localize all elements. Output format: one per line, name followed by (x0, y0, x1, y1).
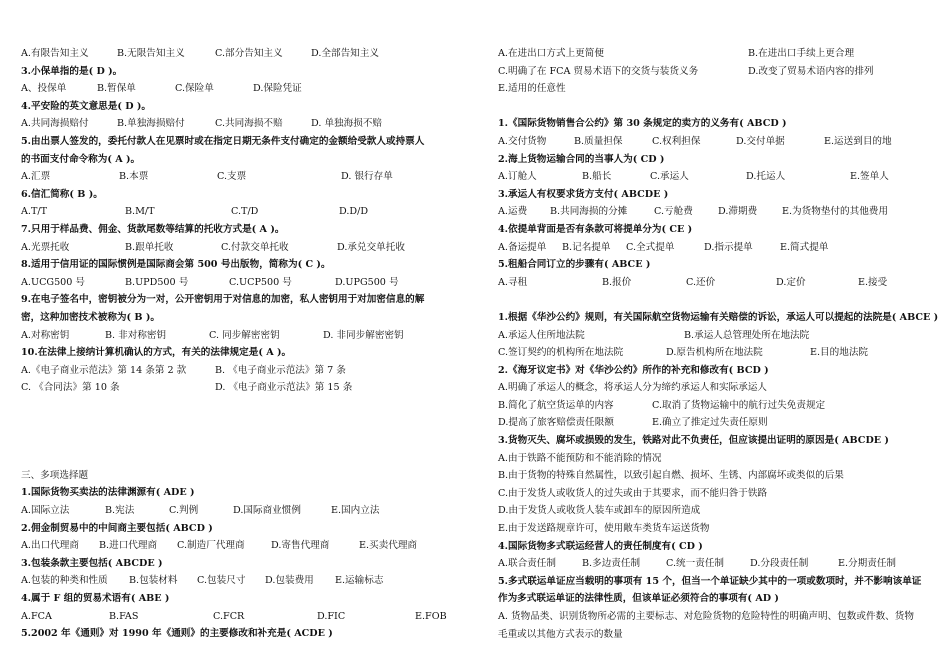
spacer (498, 291, 938, 309)
option-text: D.由于发货人或收货人装车或卸车的原因所造成 (498, 505, 701, 517)
option-text: B.质量担保 (574, 135, 623, 147)
option-text: A.订舱人 (498, 171, 537, 183)
option-text: C.判例 (169, 505, 199, 517)
option-text: D.分段责任制 (750, 558, 809, 570)
option-row (498, 327, 938, 345)
option-text: D.包装费用 (265, 575, 314, 587)
option-text: A.运费 (498, 206, 528, 218)
question-text: 2.《海牙议定书》对《华沙公约》所作的补充和修改有( BCD ) (498, 364, 769, 376)
option-text: E.为货物垫付的其他费用 (782, 206, 888, 218)
question-text: 的书面支付命令称为( A )。 (21, 153, 141, 165)
option-text: A.对称密钥 (21, 329, 70, 341)
option-row (498, 45, 938, 63)
option-row (21, 45, 461, 63)
option-text: D.改变了贸易术语内容的排列 (748, 65, 874, 77)
option-text: E.运送到目的地 (824, 135, 892, 147)
question-text: 6.信汇简称( B )。 (21, 188, 103, 200)
option-text: C.权利担保 (652, 135, 701, 147)
option-text: D. 非同步解密密钥 (323, 329, 404, 341)
option-text: A.共同海损赔付 (21, 118, 89, 130)
option-text: A.UCG500 号 (21, 276, 86, 288)
option-text: C.承运人 (650, 171, 689, 183)
question-text: 4.属于 F 组的贸易术语有( ABE ) (21, 593, 170, 605)
option-text: A.光票托收 (21, 241, 70, 253)
option-text: B.M/T (125, 206, 155, 218)
spacer (498, 98, 938, 116)
option-text: D.保险凭证 (253, 83, 302, 95)
option-row (498, 63, 938, 81)
question-text: 5.由出票人签发的，委托付款人在见票时或在指定日期无条件支付确定的金额给受款人或持票人 (21, 135, 425, 147)
question-text: 9.在电子签名中，密钥被分为一对，公开密钥用于对信息的加密，私人密钥用于对加密信息的解 (21, 294, 425, 306)
option-text: D.国际商业惯例 (233, 505, 301, 517)
option-text: A.寻租 (498, 276, 528, 288)
option-row (498, 555, 938, 573)
option-text: B.多边责任制 (582, 558, 641, 570)
question-text: 3.包装条款主要包括( ABCDE ) (21, 557, 163, 569)
option-row (498, 414, 938, 432)
option-text: B.在进出口手续上更合理 (748, 48, 855, 59)
option-text: D.原告机构所在地法院 (666, 347, 763, 359)
option-text: C.制造厂代理商 (177, 540, 245, 552)
option-text: B.由于货物的特殊自然属性，以致引起自燃、损坏、生锈、内部腐坏或类似的后果 (498, 470, 844, 482)
right-group-1-block (498, 115, 938, 291)
option-row (498, 168, 938, 186)
option-text: E.确立了推定过失责任原则 (652, 417, 768, 429)
option-row (21, 327, 461, 345)
option-row (21, 168, 461, 186)
option-text: D.FIC (317, 610, 346, 622)
option-text: A.备运提单 (498, 241, 547, 253)
question-text: 3.小保单指的是( D )。 (21, 65, 123, 77)
option-text: B.报价 (602, 276, 632, 288)
option-text: C.签订契约的机构所在地法院 (498, 347, 624, 359)
option-text: C.亏舱费 (654, 206, 693, 218)
option-text: 毛重或以其他方式表示的数量 (498, 628, 623, 640)
option-text: E.国内立法 (331, 505, 380, 517)
option-text: C.由于发货人或收货人的过失或由于其要求，而不能归咎于铁路 (498, 487, 768, 499)
option-text: B.宪法 (105, 505, 135, 517)
option-text: D.定价 (776, 276, 806, 288)
option-text: A.联合责任制 (498, 558, 556, 570)
question-text: 4.国际货物多式联运经营人的责任制度有( CD ) (498, 540, 703, 552)
option-text: E.简式提单 (780, 241, 829, 253)
option-row (498, 344, 938, 362)
option-text: D.托运人 (746, 171, 786, 183)
option-text: D.交付单据 (736, 135, 785, 147)
option-text: B.UPD500 号 (125, 276, 189, 288)
option-text: E.接受 (858, 276, 888, 288)
option-text: C. 同步解密密钥 (209, 329, 280, 341)
option-text: B.船长 (582, 171, 612, 183)
option-text: C.还价 (686, 276, 716, 288)
option-text: E.适用的任意性 (498, 83, 566, 95)
question-text: 4.依提单背面是否有条款可将提单分为( CE ) (498, 223, 693, 235)
question-text: 5.多式联运单证应当载明的事项有 15 个，但当一个单证缺少其中的一项或数项时，并不影响该单证 (498, 575, 922, 587)
question-text: 4.平安险的英文意思是( D )。 (21, 100, 152, 112)
question-text: 1.根据《华沙公约》规则，有关国际航空货物运输有关赔偿的诉讼，承运人可以提起的法院是( ABCE ) (498, 311, 939, 323)
option-row (21, 537, 461, 555)
option-text: C.全式提单 (626, 241, 675, 253)
option-row (498, 467, 938, 485)
option-text: C. 《合同法》第 10 条 (21, 382, 120, 394)
option-text: A.在进出口方式上更简便 (498, 48, 604, 59)
spacer (21, 397, 461, 467)
option-text: D.指示提单 (704, 241, 753, 253)
option-text: A.有限告知主义 (21, 48, 89, 59)
option-text: A.出口代理商 (21, 540, 79, 552)
option-text: D. 单独海损不赔 (311, 118, 383, 130)
option-text: A.T/T (21, 206, 48, 218)
question-text: 5.2002 年《通则》对 1990 年《通则》的主要修改和补充是( ACDE ) (21, 628, 333, 640)
option-text: C.保险单 (175, 83, 214, 95)
option-row (498, 133, 938, 151)
option-text: E.买卖代理商 (359, 540, 418, 552)
option-text: B.跟单托收 (125, 241, 174, 253)
option-text: A.交付货物 (498, 135, 547, 147)
left-column (21, 45, 461, 643)
option-text: D.UPG500 号 (335, 276, 399, 288)
option-text: E.运输标志 (335, 575, 384, 587)
question-text: 10.在法律上接纳计算机确认的方式，有关的法律规定是( A )。 (21, 347, 292, 359)
option-text: A.包装的种类和性质 (21, 575, 108, 587)
option-text: B. 非对称密钥 (105, 329, 167, 341)
option-row (498, 520, 938, 538)
option-text: D.滞期费 (718, 206, 758, 218)
option-text: B.无限告知主义 (117, 48, 185, 59)
option-text: C.取消了货物运输中的航行过失免责规定 (652, 399, 826, 411)
question-text: 作为多式联运单证的法律性质，但该单证必须符合的事项有( AD ) (498, 593, 779, 605)
option-text: B.暂保单 (97, 83, 136, 95)
option-row (21, 239, 461, 257)
question-text: 7.只用于样品费、佣金、货款尾数等结算的托收方式是( A )。 (21, 223, 285, 235)
option-text: A.汇票 (21, 171, 51, 183)
option-text: A.《电子商业示范法》第 14 条第 2 款 (21, 364, 187, 376)
option-text: E.FOB (415, 610, 447, 622)
question-text: 5.租船合同订立的步骤有( ABCE ) (498, 259, 651, 271)
option-row (498, 203, 938, 221)
option-text: A、投保单 (21, 83, 67, 95)
option-text: A. 货物品类、识别货物所必需的主要标志、对危险货物的危险特性的明确声明、包数或件数、货物 (498, 611, 914, 622)
option-text: D. 银行存单 (341, 171, 393, 183)
option-text: C.付款交单托收 (221, 241, 289, 253)
option-row (21, 115, 461, 133)
option-row (498, 274, 938, 292)
option-text: B.本票 (119, 171, 149, 183)
question-text: 3.货物灭失、腐坏或损毁的发生，铁路对此不负责任，但应该提出证明的原因是( ABCDE ) (498, 435, 889, 447)
question-text: 2.海上货物运输合同的当事人为( CD ) (498, 153, 665, 165)
option-text: C.统一责任制 (666, 558, 725, 570)
left-multi-choice-block (21, 484, 461, 642)
right-column (498, 45, 938, 643)
option-row (21, 203, 461, 221)
option-text: A.国际立法 (21, 505, 70, 517)
option-row (498, 485, 938, 503)
option-text: C.UCP500 号 (229, 276, 292, 288)
option-text: D.提高了旅客赔偿责任限额 (498, 417, 614, 429)
option-text: C.包装尺寸 (197, 575, 246, 587)
question-text: 1.国际货物买卖法的法律渊源有( ADE ) (21, 487, 195, 499)
option-text: D.全部告知主义 (311, 48, 379, 59)
question-text: 1.《国际货物销售合公约》第 30 条规定的卖方的义务有( ABCD ) (498, 118, 787, 130)
option-text: E.目的地法院 (810, 347, 869, 359)
option-row (498, 502, 938, 520)
option-row (21, 502, 461, 520)
option-text: B.FAS (109, 610, 139, 622)
option-text: B.承运人总管理处所在地法院 (684, 329, 810, 341)
option-text: B.单独海损赔付 (117, 118, 185, 130)
option-row (21, 274, 461, 292)
option-text: D. 《电子商业示范法》第 15 条 (215, 382, 353, 394)
right-continuation-block (498, 45, 938, 98)
option-row (21, 362, 461, 380)
section-title: 三、多项选择题 (21, 469, 89, 481)
option-row (21, 80, 461, 98)
option-text: A.由于铁路不能预防和不能消除的情况 (498, 452, 662, 464)
option-row (498, 450, 938, 468)
option-row (21, 572, 461, 590)
option-row (498, 608, 938, 626)
option-text: A.承运人住所地法院 (498, 329, 585, 341)
option-text: C.支票 (217, 171, 247, 183)
question-text: 8.适用于信用证的国际惯例是国际商会第 500 号出版物，简称为( C )。 (21, 259, 331, 271)
option-text: E.由于发送路规章许可，使用敞车类货车运送货物 (498, 523, 710, 535)
option-text: B.记名提单 (562, 241, 611, 253)
option-text: D.承兑交单托收 (337, 241, 405, 253)
option-text: B.简化了航空货运单的内容 (498, 399, 614, 411)
left-single-choice-block (21, 45, 461, 397)
option-text: C.共同海损不赔 (215, 118, 283, 130)
option-text: C.明确了在 FCA 贸易术语下的交货与装货义务 (498, 65, 699, 77)
option-text: A.FCA (21, 610, 52, 622)
question-text: 3.承运人有权要求货方支付( ABCDE ) (498, 188, 669, 200)
option-row (498, 626, 938, 644)
option-row (498, 397, 938, 415)
option-row (498, 239, 938, 257)
option-text: D.寄售代理商 (271, 540, 330, 552)
option-row (21, 379, 461, 397)
option-text: B.包装材料 (129, 575, 178, 587)
option-row (498, 379, 938, 397)
option-text: C.FCR (213, 610, 245, 622)
option-text: B.进口代理商 (99, 540, 158, 552)
question-text: 2.佣金制贸易中的中间商主要包括( ABCD ) (21, 522, 213, 534)
option-text: C.部分告知主义 (215, 48, 283, 59)
option-text: B. 《电子商业示范法》第 7 条 (215, 364, 346, 376)
option-text: B.共同海损的分摊 (550, 206, 628, 218)
option-text: D.D/D (339, 206, 369, 218)
right-group-2-block (498, 309, 938, 643)
option-text: E.分期责任制 (838, 558, 897, 570)
option-text: A.明确了承运人的概念，将承运人分为缔约承运人和实际承运人 (498, 382, 768, 394)
option-row (498, 80, 938, 98)
option-text: E.签单人 (850, 171, 889, 183)
option-text: C.T/D (231, 206, 259, 218)
option-row (21, 608, 461, 626)
question-text: 密，这种加密技术被称为( B )。 (21, 311, 160, 323)
